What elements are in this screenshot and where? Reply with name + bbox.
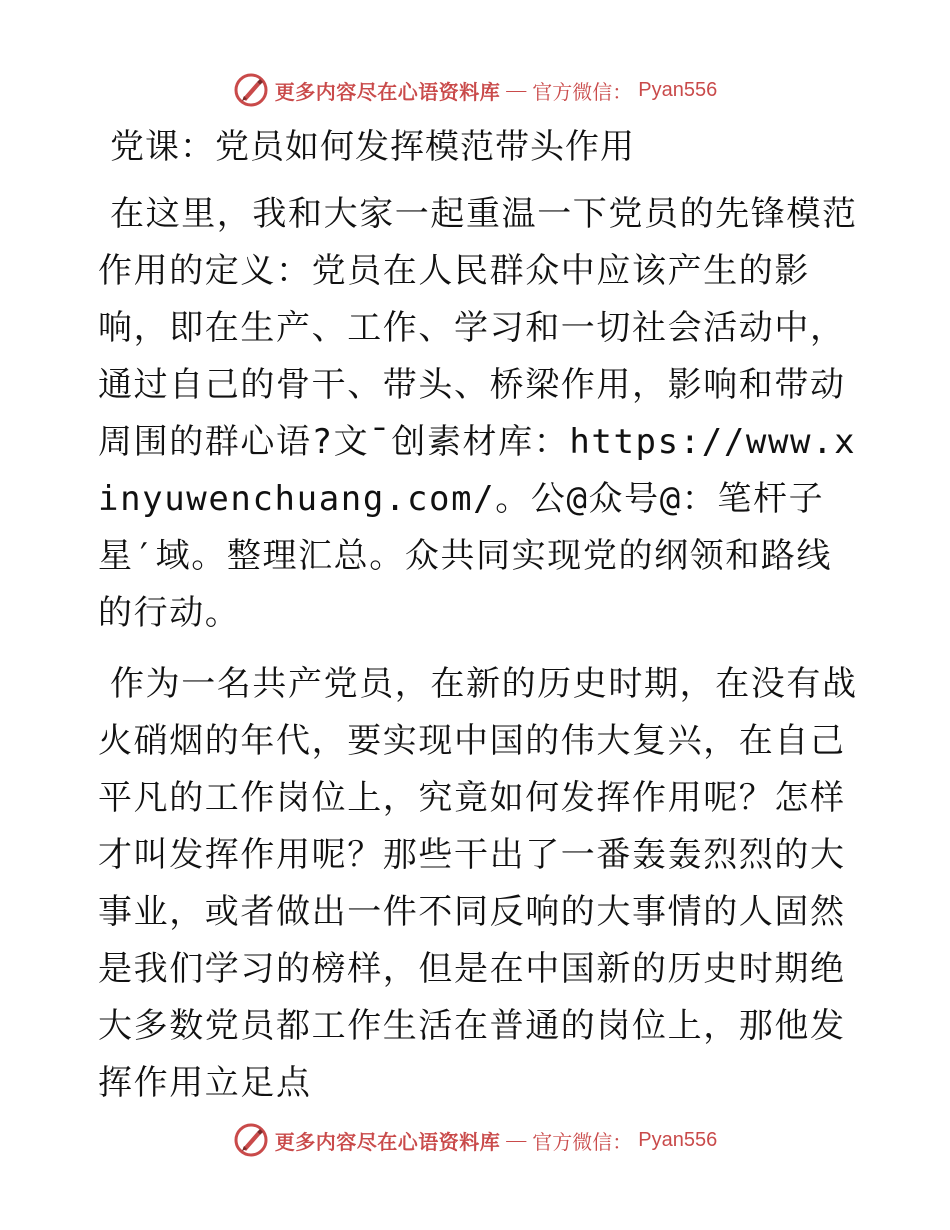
document-body [98, 122, 858, 1126]
pen-logo-icon [233, 1122, 269, 1158]
banner-separator: — [506, 1128, 527, 1151]
banner-wechat-label: 官方微信： [532, 1131, 633, 1154]
banner-separator: — [506, 78, 527, 101]
paragraph-2: 作为一名共产党员，在新的历史时期，在没有战火硝烟的年代，要实现中国的伟大复兴，在自己平凡的工作岗位上，究竟如何发挥作用呢？怎样才叫发挥作用呢？那些干出了一番轰轰烈烈的大事业，或者做出一件不同反响的大事情的人固然是我们学习的榜样，但是在中国新的历史时期绝大多数党员都工作生活在普通的岗位上，那他发挥作用立足点 [98, 664, 858, 1103]
banner-text: 更多内容尽在心语资料库 [274, 81, 501, 104]
paragraph-1: 在这里，我和大家一起重温一下党员的先锋模范作用的定义：党员在人民群众中应该产生的影响，即在生产、工作、学习和一切社会活动中，通过自己的骨干、带头、桥梁作用，影响和带动周围的群心语?文¯创素材库：https://www.xinyuwenchuang.com/。公@众号@：笔杆子星′域。整理汇总。众共同实现党的纲领和路线的行动。 [98, 194, 858, 633]
footer-banner [0, 1120, 950, 1160]
page-title: 党课：党员如何发挥模范带头作用 [110, 127, 635, 167]
banner-wechat-id: Pyan556 [638, 1128, 718, 1151]
banner-wechat-id: Pyan556 [638, 78, 718, 101]
pen-logo-icon [233, 72, 269, 108]
header-banner [0, 70, 950, 110]
banner-wechat-label: 官方微信： [532, 81, 633, 104]
banner-text: 更多内容尽在心语资料库 [274, 1131, 501, 1154]
